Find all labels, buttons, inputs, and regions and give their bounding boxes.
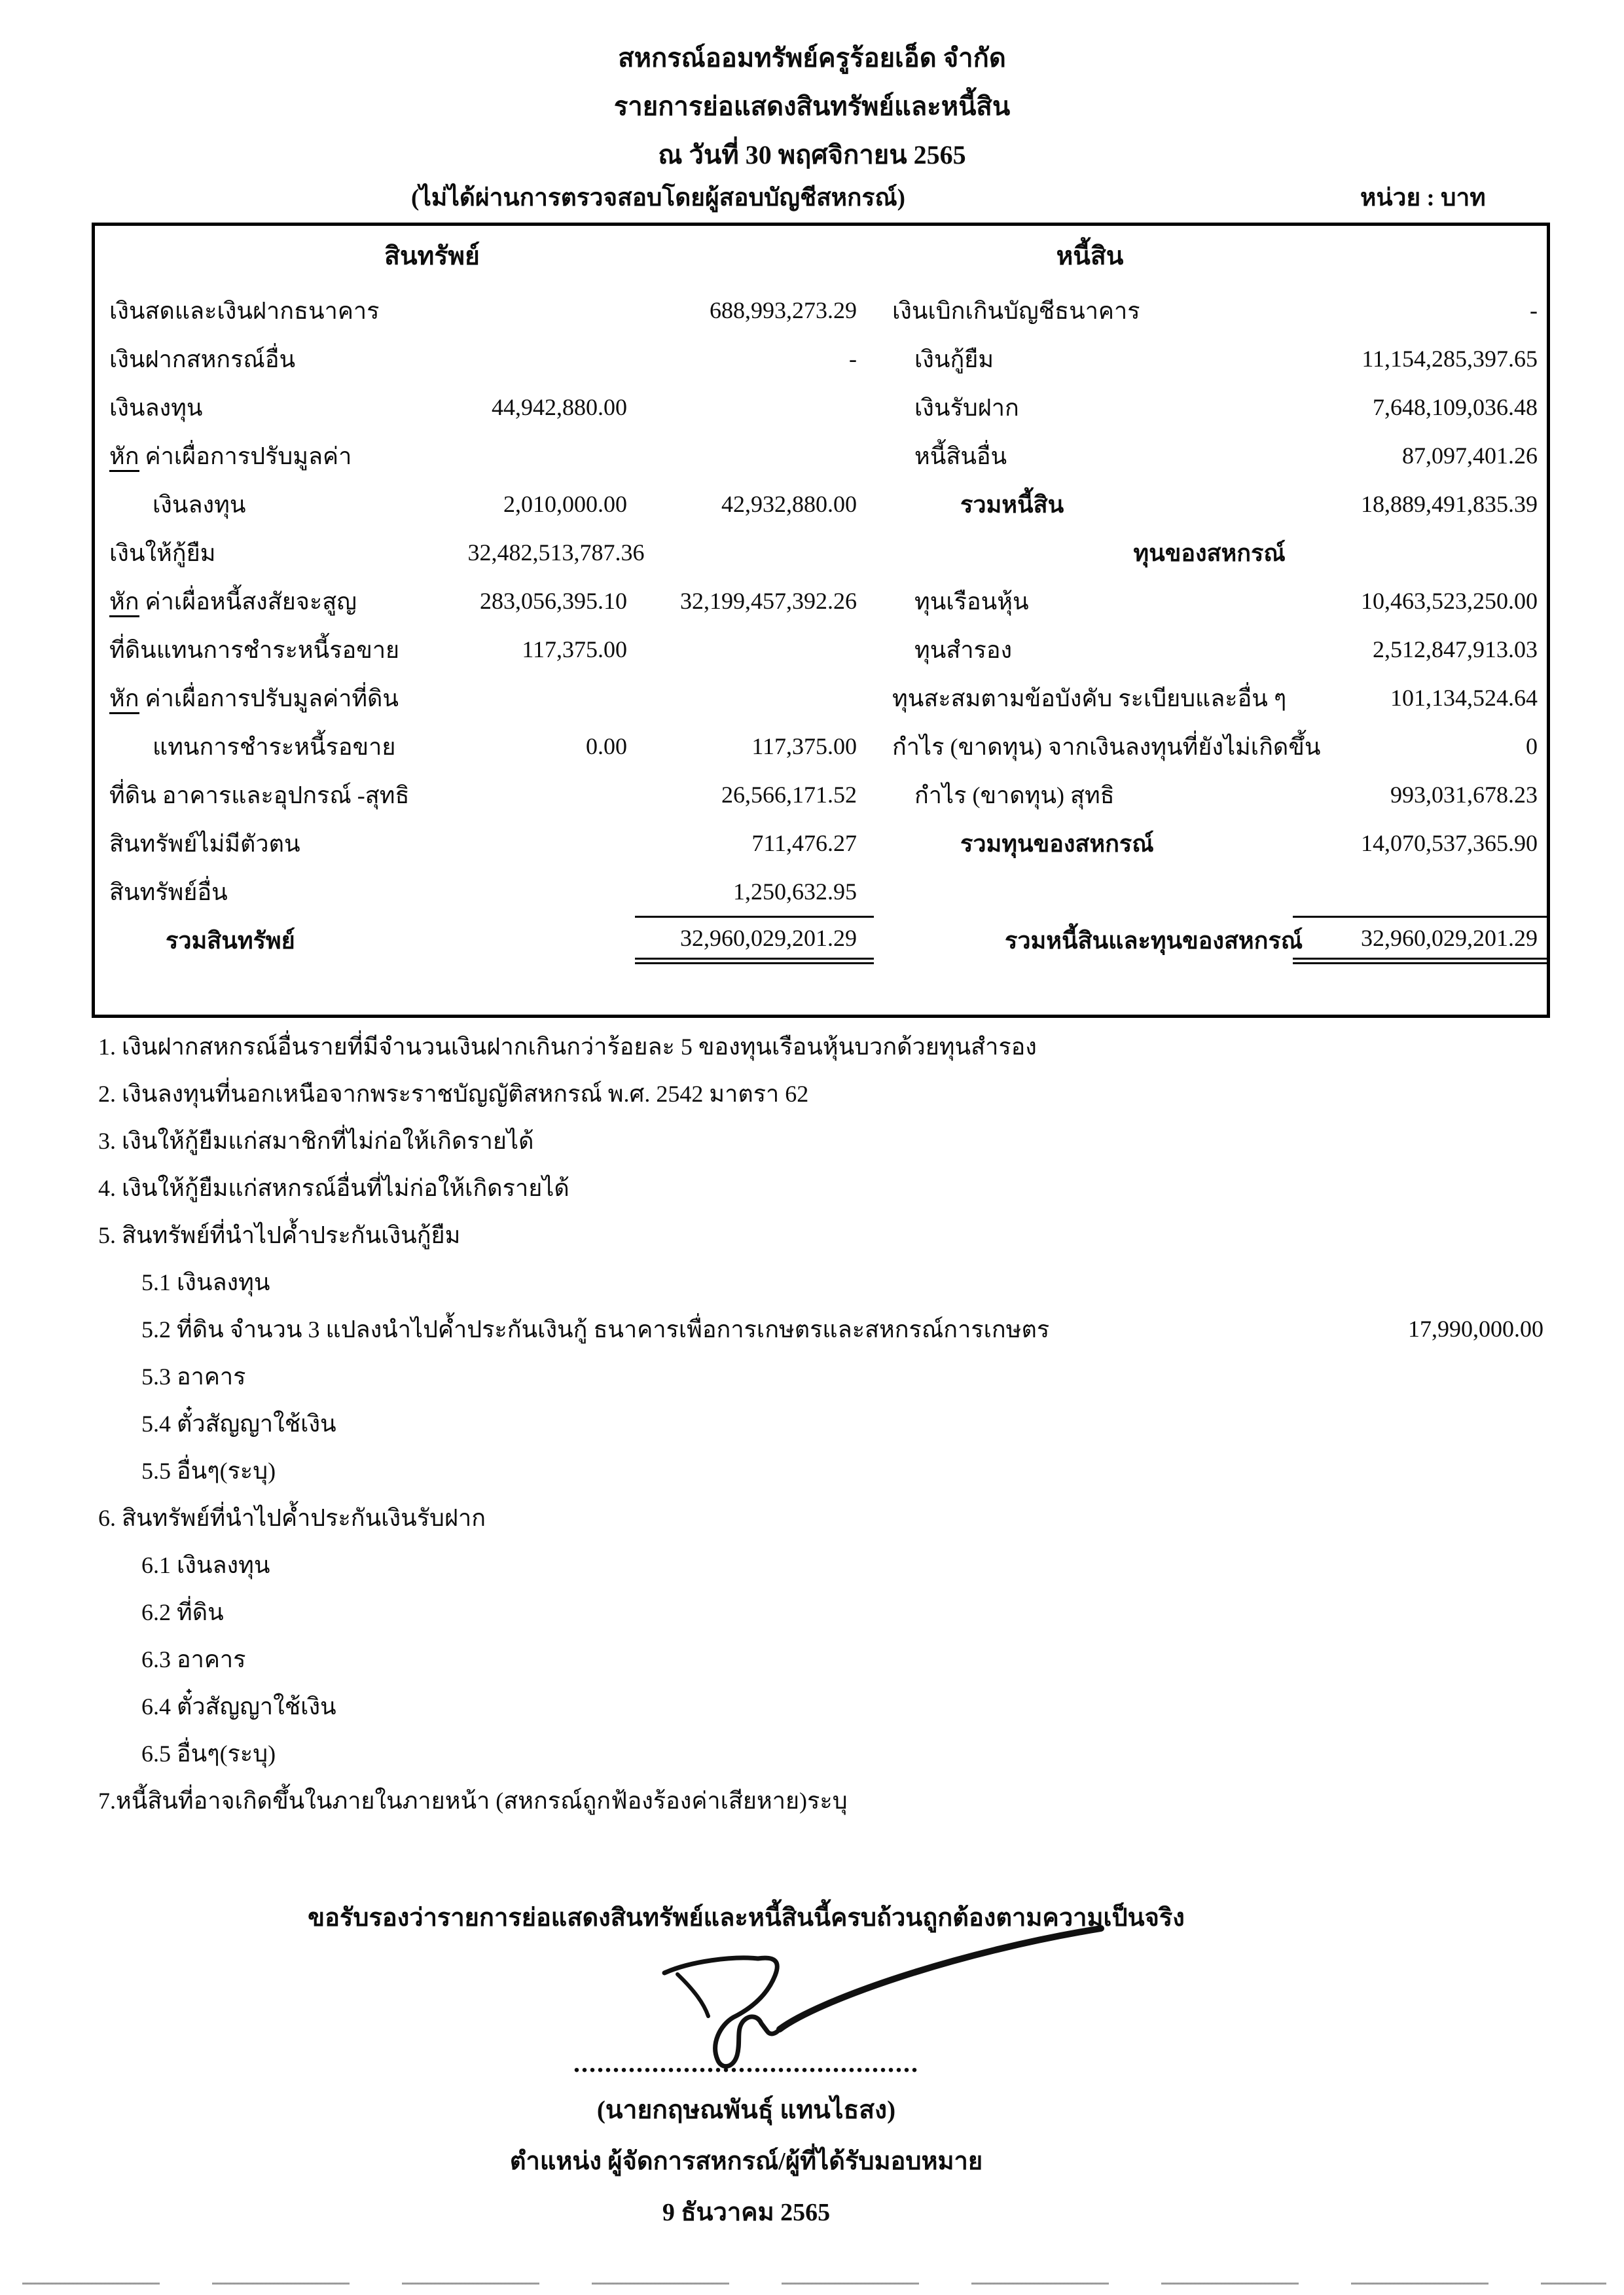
asset-amount-col1: 44,942,880.00 — [492, 394, 627, 420]
asset-item-label-text: ค่าเผื่อการปรับมูลค่าที่ดิน — [145, 685, 399, 712]
asset-amount-col2 — [628, 528, 863, 577]
asset-item-label — [95, 679, 475, 717]
asset-amount-col2: 117,375.00 — [751, 733, 857, 759]
note-line — [98, 1494, 1550, 1541]
note-line — [98, 1682, 1550, 1729]
table-header-row — [95, 226, 1547, 286]
note-line — [98, 1729, 1550, 1777]
liability-amount: 18,889,491,835.39 — [1361, 491, 1538, 517]
note-line — [98, 1588, 1550, 1635]
liability-item-label: ทุนสำรอง — [914, 636, 1013, 663]
liability-amount — [1538, 528, 1547, 577]
note-text: 5.5 อื่นๆ(ระบุ) — [141, 1457, 276, 1484]
signatory-position: ตำแหน่ง ผู้จัดการสหกรณ์/ผู้ที่ได้รับมอบหมาย — [509, 2148, 983, 2175]
unit-label: หน่วย : บาท — [1360, 185, 1486, 211]
liability-item-label: กำไร (ขาดทุน) จากเงินลงทุนที่ยังไม่เกิดขึ้น — [892, 733, 1321, 760]
note-text: 7.หนี้สินที่อาจเกิดขึ้นในภายในภายหน้า (สหกรณ์ถูกฟ้องร้องค่าเสียหาย)ระบุ — [98, 1787, 848, 1814]
asset-amount-col2: - — [849, 346, 857, 372]
note-text: 5.3 อาคาร — [141, 1363, 246, 1390]
table-row — [95, 770, 1547, 819]
asset-amount-col2 — [635, 625, 874, 674]
table-total-row — [95, 916, 1547, 964]
liability-amount — [1293, 867, 1547, 916]
asset-amount-col2 — [635, 383, 874, 431]
as-of-date: ณ วันที่ 30 พฤศจิกายน 2565 — [658, 140, 966, 170]
note-line — [98, 1211, 1550, 1258]
table-row — [95, 722, 1547, 770]
balance-sheet-table — [92, 223, 1550, 1018]
certification-statement: ขอรับรองว่ารายการย่อแสดงสินทรัพย์และหนี้สินนี้ครบถ้วนถูกต้องตามความเป็นจริง — [308, 1904, 1185, 1932]
asset-amount-col2: 26,566,171.52 — [721, 782, 857, 808]
asset-item-label: ที่ดิน อาคารและอุปกรณ์ -สุทธิ — [109, 782, 410, 808]
note-line — [98, 1541, 1550, 1588]
asset-item-label: สินทรัพย์ไม่มีตัวตน — [109, 830, 300, 857]
asset-amount-col2: 688,993,273.29 — [710, 297, 857, 323]
asset-amount-col1: 283,056,395.10 — [480, 588, 627, 614]
note-line — [98, 1117, 1550, 1164]
table-row — [95, 674, 1547, 722]
note-text: 6.3 อาคาร — [141, 1646, 246, 1672]
note-text: 5.1 เงินลงทุน — [141, 1269, 270, 1295]
asset-item-label: ที่ดินแทนการชำระหนี้รอขาย — [109, 636, 400, 663]
asset-amount-col2: 1,250,632.95 — [733, 878, 857, 905]
table-row — [95, 577, 1547, 625]
document-title: รายการย่อแสดงสินทรัพย์และหนี้สิน — [613, 92, 1011, 121]
liability-item-label: รวมทุนของสหกรณ์ — [960, 830, 1154, 857]
liability-item-label: หนี้สินอื่น — [914, 443, 1007, 469]
note-line — [98, 1447, 1550, 1494]
assets-section-header: สินทรัพย์ — [384, 242, 480, 270]
asset-item-label: เงินลงทุน — [153, 491, 246, 518]
asset-item-label: สินทรัพย์อื่น — [109, 878, 228, 905]
liability-item-label: เงินเบิกเกินบัญชีธนาคาร — [892, 297, 1140, 324]
deduct-prefix: หัก — [109, 588, 139, 617]
note-line — [98, 1305, 1550, 1352]
asset-item-label: เงินให้กู้ยืม — [109, 539, 216, 566]
table-row — [95, 480, 1547, 528]
liability-item-label: รวมหนี้สิน — [960, 491, 1064, 518]
asset-item-label: เงินฝากสหกรณ์อื่น — [109, 346, 296, 372]
note-line — [98, 1164, 1550, 1211]
deduct-prefix: หัก — [109, 685, 139, 714]
asset-amount-col2 — [635, 674, 874, 722]
note-text: 3. เงินให้กู้ยืมแก่สมาชิกที่ไม่ก่อให้เกิดรายได้ — [98, 1127, 534, 1154]
note-text: 5.2 ที่ดิน จำนวน 3 แปลงนำไปค้ำประกันเงินกู้ ธนาคารเพื่อการเกษตรและสหกรณ์การเกษตร — [141, 1316, 1050, 1343]
liabilities-section-header: หนี้สิน — [1056, 242, 1124, 270]
liability-item-label: กำไร (ขาดทุน) สุทธิ — [914, 782, 1115, 808]
asset-amount-col1: 0.00 — [586, 733, 627, 759]
note-amount: 17,990,000.00 — [1408, 1316, 1543, 1342]
liability-item-label: ทุนสะสมตามข้อบังคับ ระเบียบและอื่น ๆ — [892, 685, 1287, 712]
liability-amount: 10,463,523,250.00 — [1361, 588, 1538, 614]
note-text: 6.1 เงินลงทุน — [141, 1551, 270, 1578]
asset-amount-col1: 117,375.00 — [522, 636, 627, 662]
signatory-name: (นายกฤษณพันธุ์ แทนไธสง) — [596, 2096, 896, 2124]
scan-artifact-line — [22, 2283, 1606, 2285]
asset-amount-col2: 42,932,880.00 — [721, 491, 857, 517]
note-text: 6.5 อื่นๆ(ระบุ) — [141, 1740, 276, 1767]
note-text: 5. สินทรัพย์ที่นำไปค้ำประกันเงินกู้ยืม — [98, 1221, 461, 1248]
unaudited-note: (ไม่ได้ผ่านการตรวจสอบโดยผู้สอบบัญชีสหกรณ์) — [411, 185, 905, 211]
liability-amount: 0 — [1526, 733, 1538, 759]
assets-total-amount: 32,960,029,201.29 — [635, 916, 874, 964]
note-text: 6.4 ตั๋วสัญญาใช้เงิน — [141, 1693, 336, 1720]
table-row — [95, 867, 1547, 916]
asset-amount-col1: 2,010,000.00 — [503, 491, 627, 517]
liability-item-label: ทุนเรือนหุ้น — [914, 588, 1029, 615]
liability-item-label: เงินกู้ยืม — [914, 346, 994, 372]
asset-amount-col2 — [635, 431, 874, 480]
note-text: 1. เงินฝากสหกรณ์อื่นรายที่มีจำนวนเงินฝากเกินกว่าร้อยละ 5 ของทุนเรือนหุ้นบวกด้วยทุนสำรอง — [98, 1033, 1037, 1060]
note-text: 5.4 ตั๋วสัญญาใช้เงิน — [141, 1410, 336, 1437]
assets-total-label: รวมสินทรัพย์ — [166, 927, 295, 954]
liability-amount: 87,097,401.26 — [1402, 443, 1538, 469]
asset-item-label — [95, 437, 475, 475]
liability-amount: 11,154,285,397.65 — [1362, 346, 1538, 372]
table-row — [95, 383, 1547, 431]
deduct-prefix: หัก — [109, 443, 139, 472]
liabilities-total-amount: 32,960,029,201.29 — [1293, 916, 1547, 964]
asset-item-label — [95, 583, 475, 620]
capital-section-header: ทุนของสหกรณ์ — [1133, 539, 1286, 566]
liabilities-total-label: รวมหนี้สินและทุนของสหกรณ์ — [1005, 927, 1303, 954]
cooperative-name-title: สหกรณ์ออมทรัพย์ครูร้อยเอ็ด จำกัด — [618, 43, 1006, 73]
liability-amount: - — [1530, 297, 1538, 323]
note-text: 6. สินทรัพย์ที่นำไปค้ำประกันเงินรับฝาก — [98, 1504, 486, 1531]
note-text: 2. เงินลงทุนที่นอกเหนือจากพระราชบัญญัติสหกรณ์ พ.ศ. 2542 มาตรา 62 — [98, 1080, 809, 1107]
asset-amount-col2: 32,199,457,392.26 — [680, 588, 857, 614]
asset-amount-col1: 32,482,513,787.36 — [467, 539, 645, 566]
table-row — [95, 431, 1547, 480]
signature-dotted-line: ............................................ — [573, 2048, 919, 2078]
liability-amount: 993,031,678.23 — [1390, 782, 1538, 808]
liability-amount: 7,648,109,036.48 — [1373, 394, 1538, 420]
notes-section — [98, 1022, 1550, 1824]
table-row — [95, 528, 1547, 577]
note-line — [98, 1400, 1550, 1447]
asset-amount-col2: 711,476.27 — [751, 830, 857, 856]
note-text: 6.2 ที่ดิน — [141, 1599, 224, 1625]
note-line — [98, 1070, 1550, 1117]
note-text: 4. เงินให้กู้ยืมแก่สหกรณ์อื่นที่ไม่ก่อให้เกิดรายได้ — [98, 1174, 569, 1201]
table-row — [95, 286, 1547, 334]
title-block — [0, 34, 1624, 179]
liability-amount: 101,134,524.64 — [1390, 685, 1538, 711]
asset-item-label: แทนการชำระหนี้รอขาย — [153, 733, 396, 760]
liability-item-label: เงินรับฝาก — [914, 394, 1019, 421]
liability-amount: 14,070,537,365.90 — [1361, 830, 1538, 856]
statement-date: 9 ธันวาคม 2565 — [662, 2199, 831, 2226]
table-row — [95, 819, 1547, 867]
asset-item-label: เงินลงทุน — [109, 394, 203, 421]
table-row — [95, 625, 1547, 674]
asset-item-label-text: ค่าเผื่อการปรับมูลค่า — [145, 443, 352, 469]
asset-item-label: เงินสดและเงินฝากธนาคาร — [109, 297, 380, 324]
note-line — [98, 1635, 1550, 1682]
note-line — [98, 1258, 1550, 1305]
note-line — [98, 1352, 1550, 1400]
note-line — [98, 1022, 1550, 1070]
liability-amount: 2,512,847,913.03 — [1373, 636, 1538, 662]
asset-item-label-text: ค่าเผื่อหนี้สงสัยจะสูญ — [145, 588, 357, 615]
table-row — [95, 334, 1547, 383]
note-line — [98, 1777, 1550, 1824]
